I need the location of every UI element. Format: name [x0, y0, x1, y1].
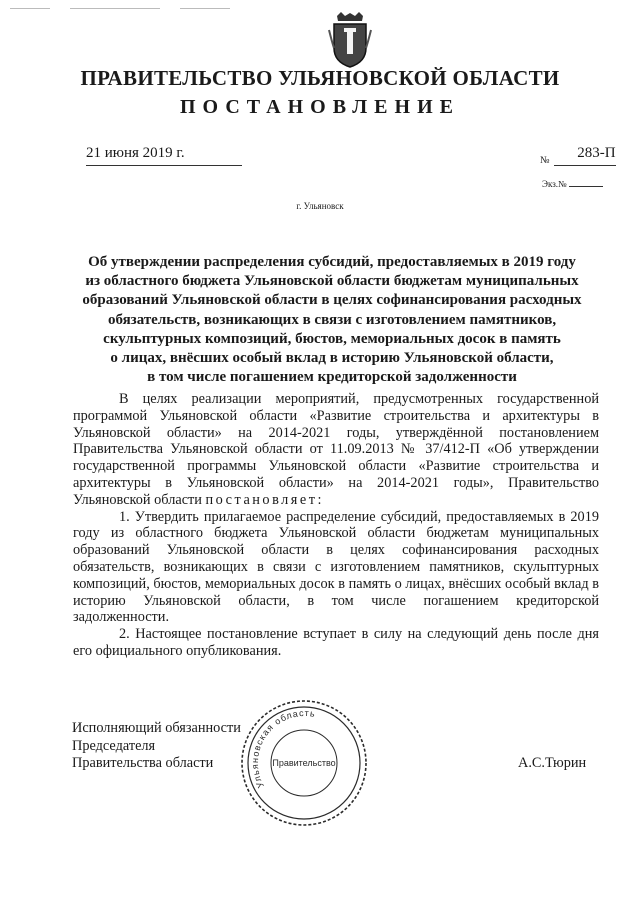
subject-line: из областного бюджета Ульяновской области бюджетам муниципальных	[85, 273, 579, 290]
preamble-text: В целях реализации мероприятий, предусмотренных государственной программой Ульяновской области «Развитие строительства и архитектуры в Ульяновской области» на 2014-2021 годы, утверждённой постановлением Правительства Ульяновской области от 11.09.2013 № 37/412-П «Об утверждении государственной программы Ульяновской области «Развитие строительства и архитектуры в Ульяновской области» на 2014-2021 годы», Правительство Ульяновской области	[73, 391, 599, 508]
signatory-position	[72, 720, 241, 773]
issue-city: г. Ульяновск	[296, 201, 344, 211]
subject-line: о лицах, внёсших особый вклад в историю Ульяновской области,	[110, 350, 554, 367]
government-name: ПРАВИТЕЛЬСТВО УЛЬЯНОВСКОЙ ОБЛАСТИ	[80, 66, 560, 90]
coat-of-arms-icon	[328, 12, 372, 68]
copy-number-line	[569, 186, 603, 187]
subject-line: образований Ульяновской области в целях софинансирования расходных	[82, 292, 582, 309]
preamble-paragraph	[73, 391, 599, 509]
official-seal	[237, 696, 371, 830]
resolves-keyword: постановляет:	[205, 491, 324, 508]
position-line: Исполняющий обязанности	[72, 720, 241, 736]
subject-line: в том числе погашением кредиторской задолженности	[147, 369, 517, 386]
signatory-name: А.С.Тюрин	[518, 755, 587, 771]
position-line: Правительства области	[72, 755, 214, 772]
subject-line: Об утверждении распределения субсидий, предоставляемых в 2019 году	[88, 254, 576, 270]
clause-2-paragraph: 2. Настоящее постановление вступает в силу на следующий день после дня его официального опубликования.	[73, 626, 599, 659]
scan-edge-line	[180, 8, 230, 9]
seal-ring-text: Ульяновская область	[249, 707, 317, 790]
document-body	[73, 391, 599, 660]
scan-edge-line	[10, 8, 50, 9]
document-date: 21 июня 2019 г.	[86, 145, 242, 166]
document-number: 283-П	[554, 145, 616, 166]
copy-number-label: Экз.№	[542, 179, 567, 189]
subject-line: скульптурных композиций, бюстов, мемориальных досок в память	[103, 330, 561, 347]
position-line: Председателя	[72, 737, 156, 754]
document-subject	[80, 253, 584, 387]
number-sign: №	[540, 155, 550, 166]
document-type-title: ПОСТАНОВЛЕНИЕ	[180, 96, 460, 118]
seal-center-text: Правительство	[272, 758, 336, 768]
scan-edge-line	[70, 8, 160, 9]
clause-1-paragraph: 1. Утвердить прилагаемое распределение субсидий, предоставляемых в 2019 году из областного бюджета Ульяновской области бюджетам муниципальных образований Ульяновской области в целях софинансирования расходных обязательств, возникающих в связи с изготовлением памятников, скульптурных композиций, бюстов, мемориальных досок в память о лицах, внёсших особый вклад в историю Ульяновской области, в том числе погашением кредиторской задолженности.	[73, 508, 599, 626]
document-number-block	[540, 145, 616, 166]
subject-line: обязательств, возникающих в связи с изготовлением памятников,	[107, 311, 557, 328]
copy-number-field	[542, 179, 603, 189]
